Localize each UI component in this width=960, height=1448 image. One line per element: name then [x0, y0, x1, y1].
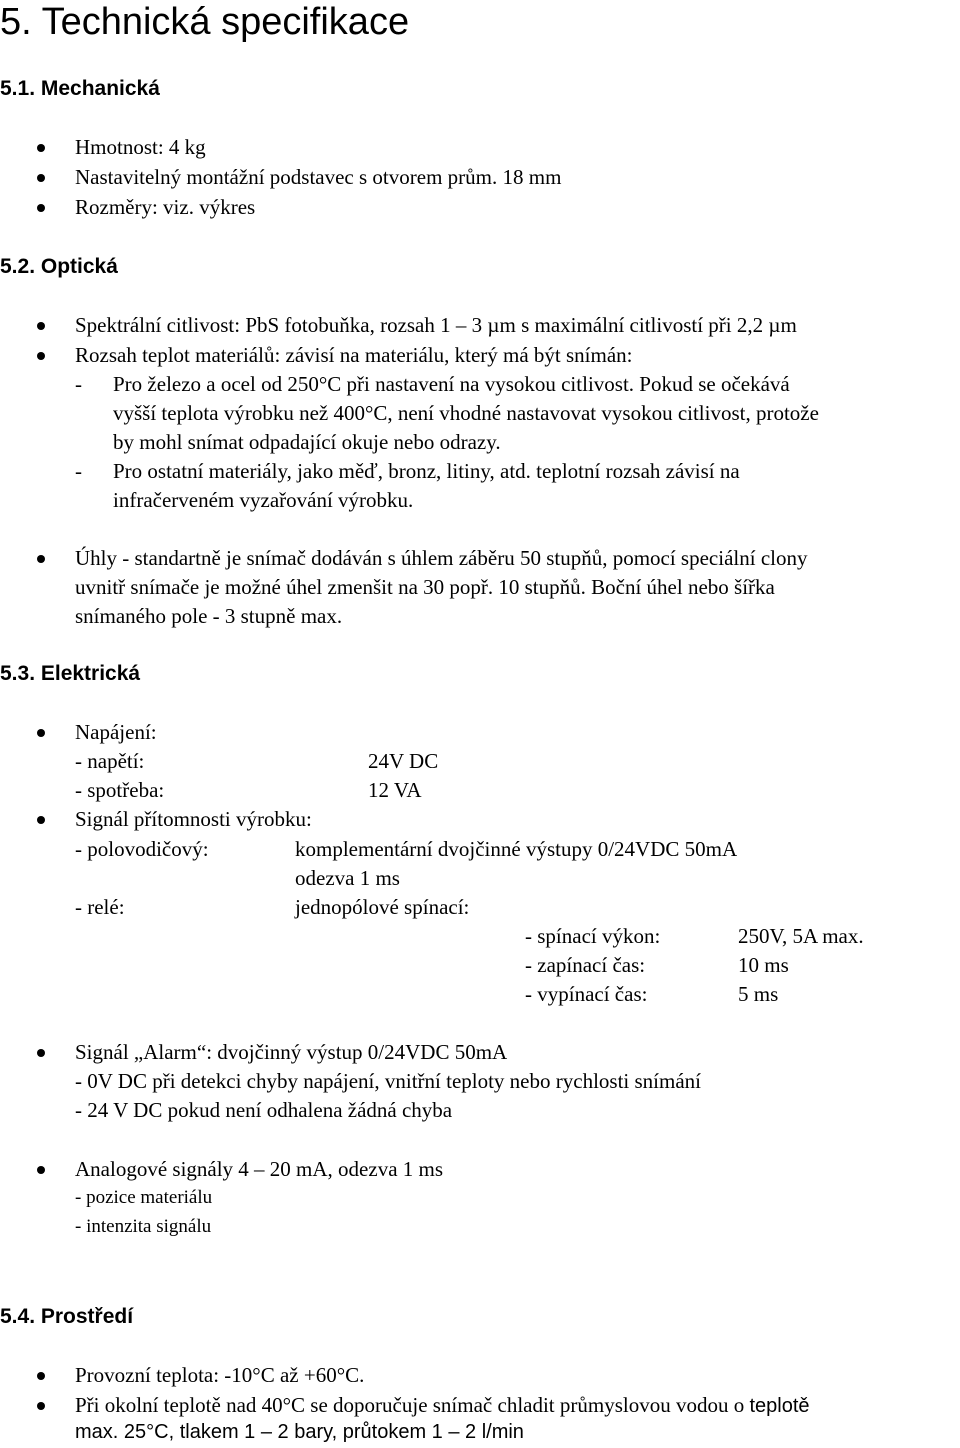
angles-line: Úhly - standartně je snímač dodáván s úhlem záběru 50 stupňů, pomocí speciální clony	[75, 546, 808, 570]
bullet	[37, 1166, 45, 1174]
semiconductor-response: odezva 1 ms	[295, 866, 400, 890]
spectral-item: Spektrální citlivost: PbS fotobuňka, rozsah 1 – 3 µm s maximální citlivostí při 2,2 µm	[75, 313, 797, 337]
section-heading-mechanical: 5.1. Mechanická	[0, 77, 160, 100]
consumption-label: - spotřeba:	[75, 778, 165, 802]
power-item: Napájení:	[75, 720, 157, 744]
voltage-label: - napětí:	[75, 749, 145, 773]
bullet	[37, 555, 45, 563]
mount-item: Nastavitelný montážní podstavec s otvorem prům. 18 mm	[75, 165, 562, 189]
steel-text-line: vyšší teplota výrobku než 400°C, není vhodné nastavovat vysokou citlivost, protože	[113, 401, 819, 425]
angles-line: uvnitř snímače je možné úhel zmenšit na 30 popř. 10 stupňů. Boční úhel nebo šířka	[75, 575, 775, 599]
cooling-text-serif: Při okolní teplotě nad 40°C se doporučuje snímač chladit průmyslovou vodou o	[75, 1393, 750, 1417]
mass-item: Hmotnost: 4 kg	[75, 135, 206, 159]
angles-line: snímaného pole - 3 stupně max.	[75, 604, 343, 628]
bullet	[37, 816, 45, 824]
temp-range-item: Rozsah teplot materiálů: závisí na materiálu, který má být snímán:	[75, 343, 633, 367]
bullet	[37, 1049, 45, 1057]
dash: -	[75, 459, 82, 483]
on-time-label: - zapínací čas:	[525, 953, 646, 977]
on-time-value: 10 ms	[738, 953, 789, 977]
consumption-value: 12 VA	[368, 778, 422, 802]
off-time-value: 5 ms	[738, 982, 779, 1006]
alarm-detail: - 24 V DC pokud není odhalena žádná chyba	[75, 1098, 453, 1122]
switching-power-value: 250V, 5A max.	[738, 924, 864, 948]
switching-power-label: - spínací výkon:	[525, 924, 661, 948]
dimensions-item: Rozměry: viz. výkres	[75, 195, 256, 219]
presence-item: Signál přítomnosti výrobku:	[75, 807, 312, 831]
dash: -	[75, 372, 82, 396]
cooling-line	[75, 1392, 810, 1419]
section-heading-optical: 5.2. Optická	[0, 255, 118, 278]
section-heading-electrical: 5.3. Elektrická	[0, 662, 141, 685]
bullet	[37, 1372, 45, 1380]
bullet	[37, 322, 45, 330]
cooling-text-sans: teplotě	[749, 1395, 810, 1417]
other-materials-line: Pro ostatní materiály, jako měď, bronz, litiny, atd. teplotní rozsah závisí na	[113, 459, 740, 483]
off-time-label: - vypínací čas:	[525, 982, 648, 1006]
steel-text-line: Pro železo a ocel od 250°C při nastavení na vysokou citlivost. Pokud se očekává	[113, 372, 790, 396]
bullet	[37, 174, 45, 182]
other-materials-line: infračerveném vyzařování výrobku.	[113, 488, 414, 512]
alarm-detail: - 0V DC při detekci chyby napájení, vnitřní teploty nebo rychlosti snímání	[75, 1069, 701, 1093]
section-heading-environment: 5.4. Prostředí	[0, 1305, 134, 1328]
analog-detail: - pozice materiálu	[75, 1187, 213, 1208]
bullet	[37, 729, 45, 737]
semiconductor-label: - polovodičový:	[75, 837, 209, 861]
bullet	[37, 144, 45, 152]
analog-item: Analogové signály 4 – 20 mA, odezva 1 ms	[75, 1157, 444, 1181]
semiconductor-value: komplementární dvojčinné výstupy 0/24VDC 50mA	[295, 837, 738, 861]
page-title: 5. Technická specifikace	[0, 1, 410, 43]
relay-label: - relé:	[75, 895, 125, 919]
voltage-value: 24V DC	[368, 749, 439, 773]
steel-text-line: by mohl snímat odpadající okuje nebo odrazy.	[113, 430, 501, 454]
analog-detail: - intenzita signálu	[75, 1216, 212, 1237]
bullet	[37, 204, 45, 212]
relay-value: jednopólové spínací:	[295, 895, 470, 919]
bullet	[37, 352, 45, 360]
alarm-item: Signál „Alarm“: dvojčinný výstup 0/24VDC 50mA	[75, 1040, 508, 1064]
operating-temp-item: Provozní teplota: -10°C až +60°C.	[75, 1363, 365, 1387]
cooling-line-2: max. 25°C, tlakem 1 – 2 bary, průtokem 1 – 2 l/min	[75, 1421, 524, 1443]
bullet	[37, 1402, 45, 1410]
